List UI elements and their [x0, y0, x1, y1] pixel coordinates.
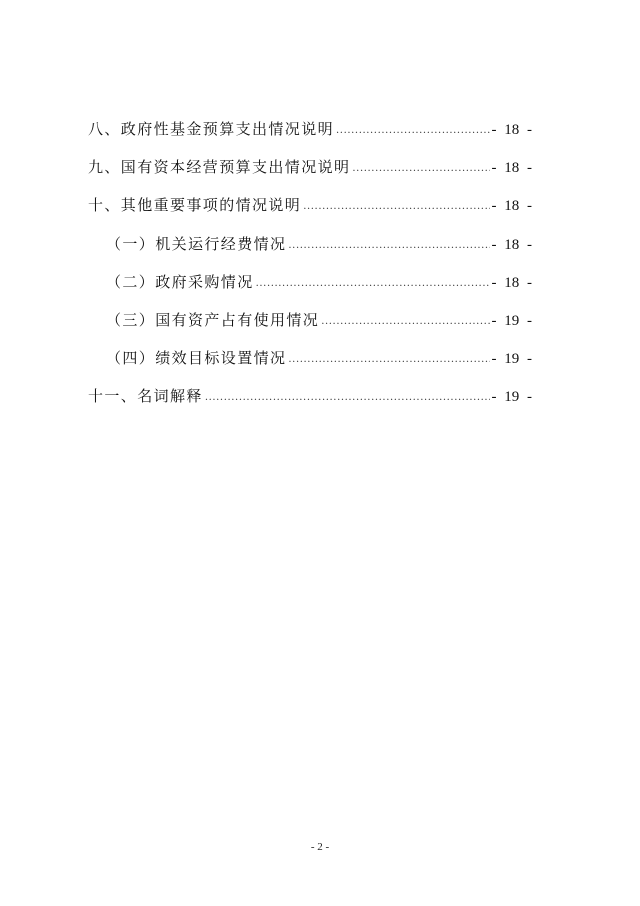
page-number: - 2 -: [310, 841, 330, 853]
toc-entry-page: - 19 -: [491, 389, 532, 406]
toc-entry-label: 十一、名词解释: [88, 387, 203, 406]
toc-entry-label: 八、政府性基金预算支出情况说明: [88, 120, 335, 138]
toc-entry-label: （四）绩效目标设置情况: [106, 349, 287, 368]
toc-entry-8[interactable]: [88, 118, 532, 156]
toc-entry-10-1[interactable]: [88, 233, 532, 271]
toc-dot-leader: [205, 392, 490, 403]
toc-entry-11[interactable]: [88, 385, 532, 423]
toc-entry-page: - 18 -: [491, 122, 532, 138]
toc-entry-10[interactable]: [88, 194, 532, 232]
toc-entry-page: - 19 -: [491, 312, 532, 329]
toc-dot-leader: [288, 240, 489, 251]
toc-entry-10-3[interactable]: [88, 309, 532, 347]
toc-entry-label: （一）机关运行经费情况: [106, 234, 287, 253]
toc-entry-label: 十、其他重要事项的情况说明: [88, 196, 302, 215]
toc-entry-9[interactable]: [88, 156, 532, 194]
toc-dot-leader: [256, 278, 490, 289]
toc-dot-leader: [352, 163, 489, 174]
toc-entry-label: （三）国有资产占有使用情况: [106, 310, 320, 329]
toc-entry-page: - 18 -: [491, 274, 532, 291]
toc-entry-page: - 18 -: [491, 236, 532, 253]
toc-entry-label: （二）政府采购情况: [106, 272, 254, 291]
toc-entry-label: 九、国有资本经营预算支出情况说明: [88, 158, 351, 177]
toc-dot-leader: [321, 316, 489, 327]
toc-dot-leader: [303, 201, 489, 212]
toc-dot-leader: [288, 354, 489, 365]
toc-entry-10-2[interactable]: [88, 271, 532, 309]
toc-entry-page: - 18 -: [491, 160, 532, 177]
toc-dot-leader: [336, 125, 489, 136]
table-of-contents: [88, 118, 532, 424]
toc-entry-page: - 19 -: [491, 351, 532, 368]
toc-entry-10-4[interactable]: [88, 347, 532, 385]
toc-entry-page: - 18 -: [491, 198, 532, 215]
